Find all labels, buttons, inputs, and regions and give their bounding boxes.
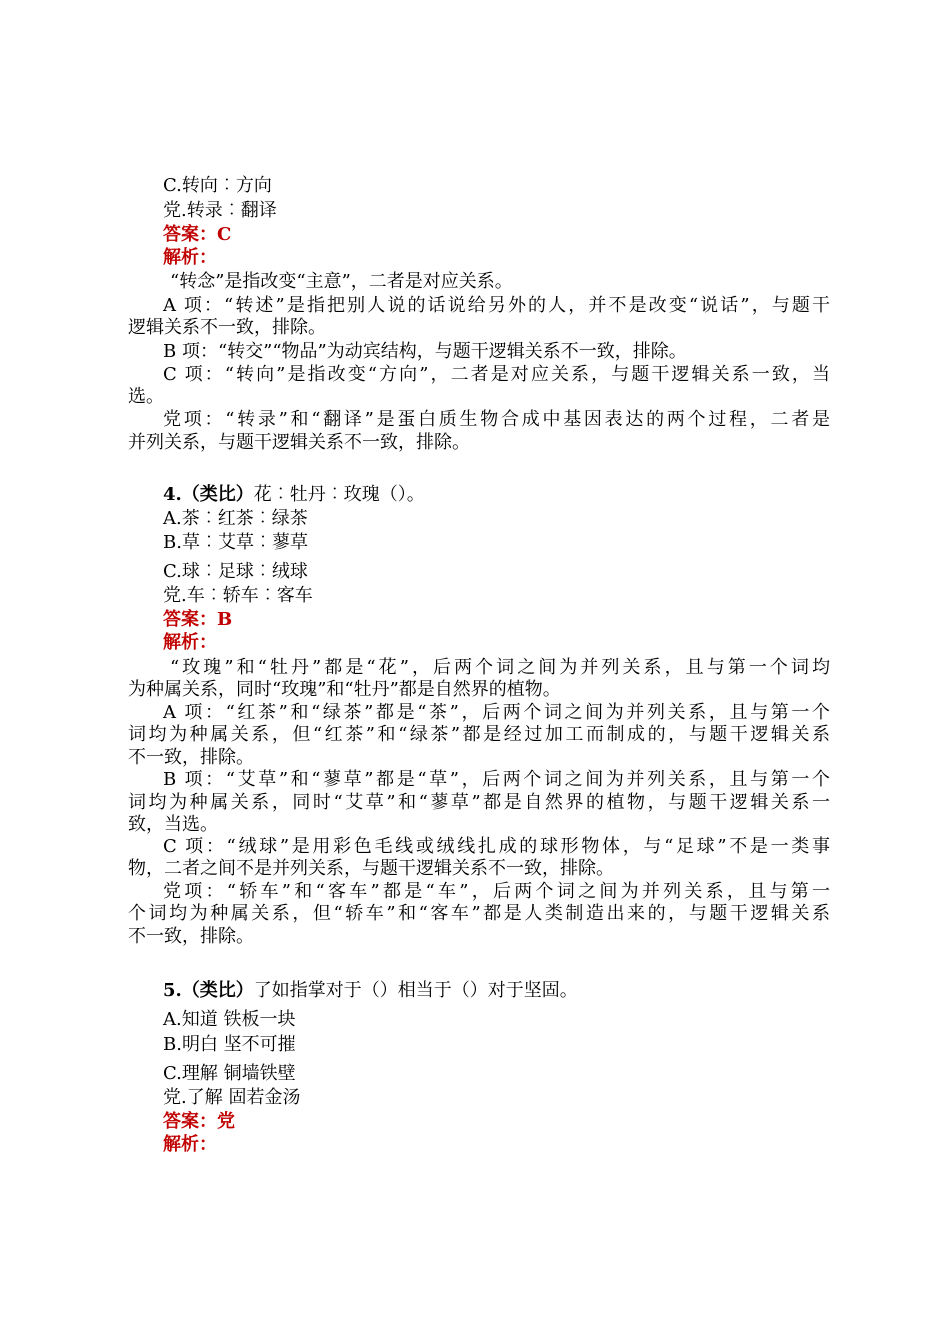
q4-analysis-line: A 项：“红茶”和“绿茶”都是“茶”，后两个词之间为并列关系，且与第一个: [163, 702, 830, 723]
q4-analysis-line: 致，当选。: [128, 814, 218, 835]
question-tag: （类比）: [181, 980, 254, 1001]
q4-analysis-line: 个词均为种属关系，但“轿车”和“客车”都是人类制造出来的，与题干逻辑关系: [128, 903, 830, 924]
q3-analysis-line: A 项：“转述”是指把别人说的话说给另外的人，并不是改变“说话”，与题干: [163, 295, 830, 316]
q4-analysis-line: B 项：“艾草”和“蓼草”都是“草”，后两个词之间为并列关系，且与第一个: [163, 769, 830, 790]
q4-option-b: B.草︰艾草︰蓼草: [163, 532, 308, 553]
q4-analysis-label: 解析：: [163, 632, 217, 653]
q3-analysis-line: 逻辑关系不一致，排除。: [128, 317, 326, 338]
q3-analysis-line: 选。: [128, 386, 164, 407]
q4-stem: [163, 484, 425, 506]
q4-analysis-line: 物，二者之间不是并列关系，与题干逻辑关系不一致，排除。: [128, 858, 614, 879]
q4-analysis-line: 为种属关系，同时“玫瑰”和“牡丹”都是自然界的植物。: [128, 679, 561, 700]
q4-answer: [163, 609, 232, 631]
q5-option-c: C.理解 铜墙铁壁: [163, 1063, 296, 1084]
answer-value: C: [217, 224, 232, 245]
q5-answer: [163, 1111, 235, 1133]
question-text: 花︰牡丹︰玫瑰（）。: [253, 484, 425, 505]
q5-analysis-label: 解析：: [163, 1134, 217, 1155]
q3-option-c: C.转向︰方向: [163, 175, 272, 196]
question-text: 了如指掌对于（）相当于（）对于坚固。: [253, 980, 578, 1001]
q3-analysis-line: C 项：“转向”是指改变“方向”，二者是对应关系，与题干逻辑关系一致，当: [163, 364, 830, 385]
q4-analysis-line: 词均为种属关系，同时“艾草”和“蓼草”都是自然界的植物，与题干逻辑关系一: [128, 792, 830, 813]
q5-option-a: A.知道 铁板一块: [163, 1009, 296, 1030]
q3-analysis-line: 并列关系，与题干逻辑关系不一致，排除。: [128, 432, 470, 453]
q4-analysis-line: “玫瑰”和“牡丹”都是“花”，后两个词之间为并列关系，且与第一个词均: [170, 657, 830, 678]
q4-analysis-line: 词均为种属关系，但“红茶”和“绿茶”都是经过加工而制成的，与题干逻辑关系: [128, 724, 830, 745]
answer-value: B: [217, 609, 233, 630]
answer-value: 党: [217, 1111, 235, 1132]
q4-analysis-line: 不一致，排除。: [128, 747, 254, 768]
answer-label: 答案：: [163, 224, 217, 245]
q4-option-a: A.茶︰红茶︰绿茶: [163, 508, 308, 529]
q4-option-d: 党.车︰轿车︰客车: [163, 585, 313, 606]
q3-answer: [163, 224, 231, 246]
question-tag: （类比）: [181, 484, 254, 505]
q5-option-b: B.明白 坚不可摧: [163, 1034, 296, 1055]
q3-option-d: 党.转录︰翻译: [163, 200, 277, 221]
q4-option-c: C.球︰足球︰绒球: [163, 561, 308, 582]
q4-analysis-line: C 项：“绒球”是用彩色毛线或绒线扎成的球形物体，与“足球”不是一类事: [163, 836, 830, 857]
question-number: 4.: [163, 484, 182, 505]
question-number: 5.: [163, 980, 182, 1001]
q4-analysis-line: 党项：“轿车”和“客车”都是“车”，后两个词之间为并列关系，且与第一: [163, 881, 830, 902]
q3-analysis-label: 解析：: [163, 247, 217, 268]
q3-analysis-line: B 项：“转交”“物品”为动宾结构，与题干逻辑关系不一致，排除。: [163, 341, 687, 362]
q3-analysis-line: 党项：“转录”和“翻译”是蛋白质生物合成中基因表达的两个过程，二者是: [163, 409, 830, 430]
q5-option-d: 党.了解 固若金汤: [163, 1087, 301, 1108]
q5-stem: [163, 980, 578, 1002]
answer-label: 答案：: [163, 1111, 217, 1132]
q4-analysis-line: 不一致，排除。: [128, 926, 254, 947]
answer-label: 答案：: [163, 609, 217, 630]
q3-analysis-line: “转念”是指改变“主意”，二者是对应关系。: [170, 271, 513, 292]
